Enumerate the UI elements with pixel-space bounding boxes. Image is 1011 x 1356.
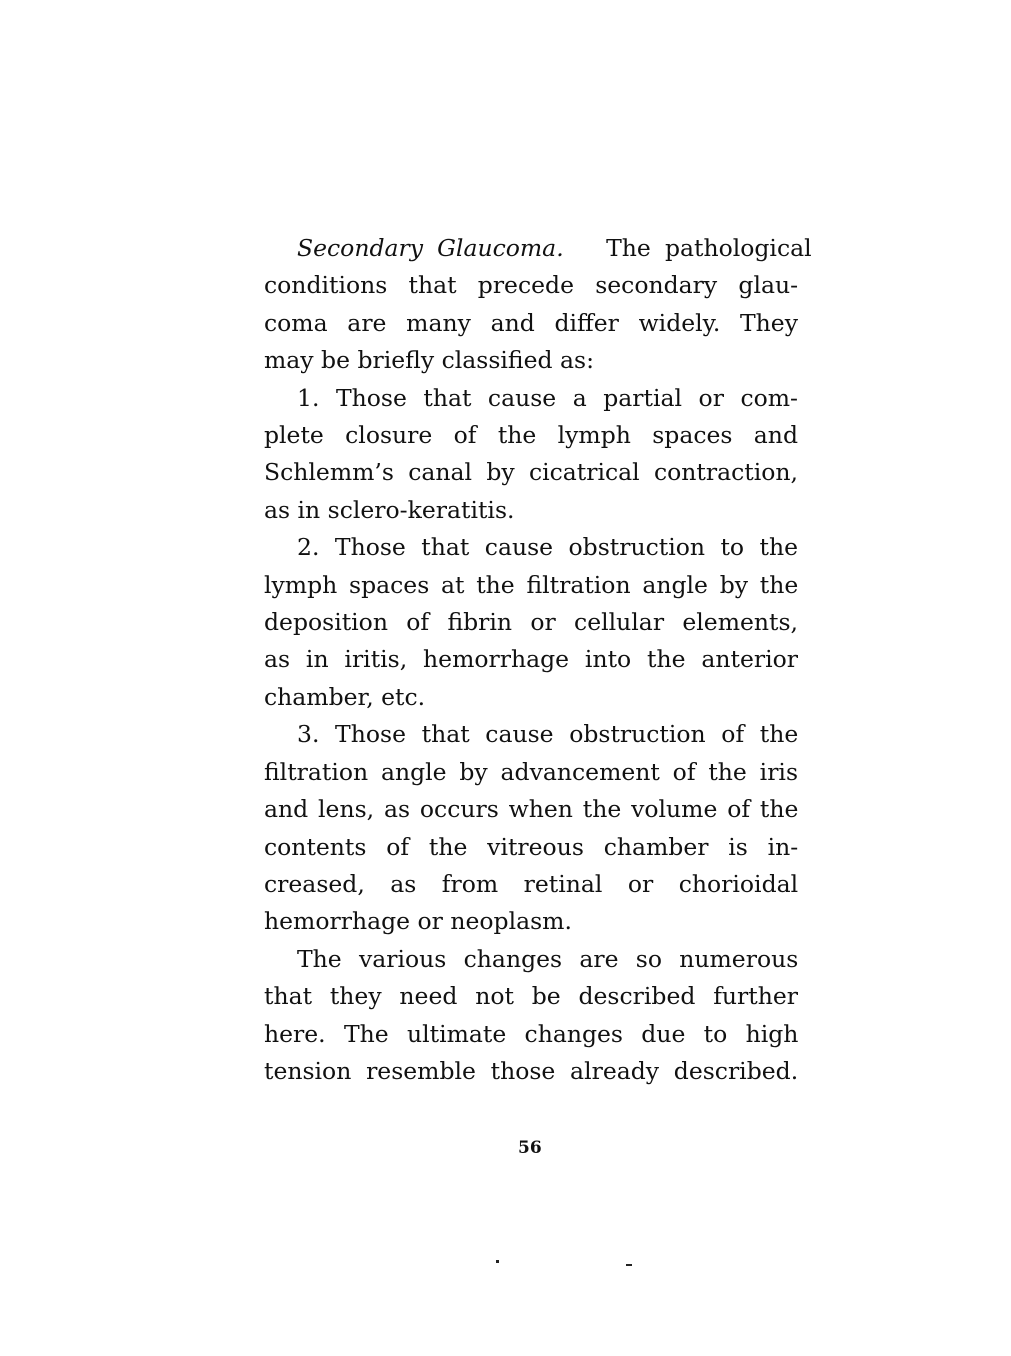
list-item-3-line-2: filtration angle by advancement of the iris bbox=[264, 757, 798, 786]
list-item-1-line-2: plete closure of the lymph spaces and bbox=[264, 421, 798, 450]
list-item-3-line-4: contents of the vitreous chamber is in- bbox=[264, 832, 799, 861]
closing-para-line-1: The various changes are so numerous bbox=[297, 944, 799, 973]
scan-speck bbox=[496, 1260, 499, 1263]
list-item-1-line-3: Schlemm’s canal by cicatrical contraction, bbox=[264, 458, 798, 487]
list-item-3-line-6: hemorrhage or neoplasm. bbox=[264, 907, 572, 936]
section-heading: Secondary Glaucoma. bbox=[297, 234, 564, 262]
body-text bbox=[264, 230, 812, 1090]
list-item-2-line-3: deposition of fibrin or cellular elements, bbox=[264, 608, 798, 637]
closing-para-line-2: that they need not be described further bbox=[264, 982, 798, 1011]
text-line-1: Secondary Glaucoma. The pathological bbox=[297, 234, 812, 262]
closing-para-line-3: here. The ultimate changes due to high bbox=[264, 1019, 799, 1048]
list-item-3-line-5: creased, as from retinal or chorioidal bbox=[264, 869, 799, 898]
text-line-3: coma are many and differ widely. They bbox=[264, 308, 798, 337]
text-line-4: may be briefly classified as: bbox=[264, 346, 594, 375]
text-line-2: conditions that precede secondary glau- bbox=[264, 271, 799, 300]
list-item-3-line-3: and lens, as occurs when the volume of the bbox=[264, 795, 799, 824]
list-item-2-line-4: as in iritis, hemorrhage into the anterior bbox=[264, 645, 798, 674]
closing-para-line-4: tension resemble those already described. bbox=[264, 1056, 799, 1085]
page-number: 56 bbox=[518, 1138, 542, 1158]
scan-speck bbox=[626, 1264, 632, 1266]
list-item-1-line-4: as in sclero-keratitis. bbox=[264, 495, 515, 524]
list-item-1-line-1: 1. Those that cause a partial or com- bbox=[297, 383, 798, 412]
list-item-2-line-2: lymph spaces at the filtration angle by the bbox=[264, 570, 799, 599]
list-item-3-line-1: 3. Those that cause obstruction of the bbox=[297, 720, 799, 749]
list-item-2-line-5: chamber, etc. bbox=[264, 682, 426, 711]
list-item-2-line-1: 2. Those that cause obstruction to the bbox=[297, 533, 799, 562]
